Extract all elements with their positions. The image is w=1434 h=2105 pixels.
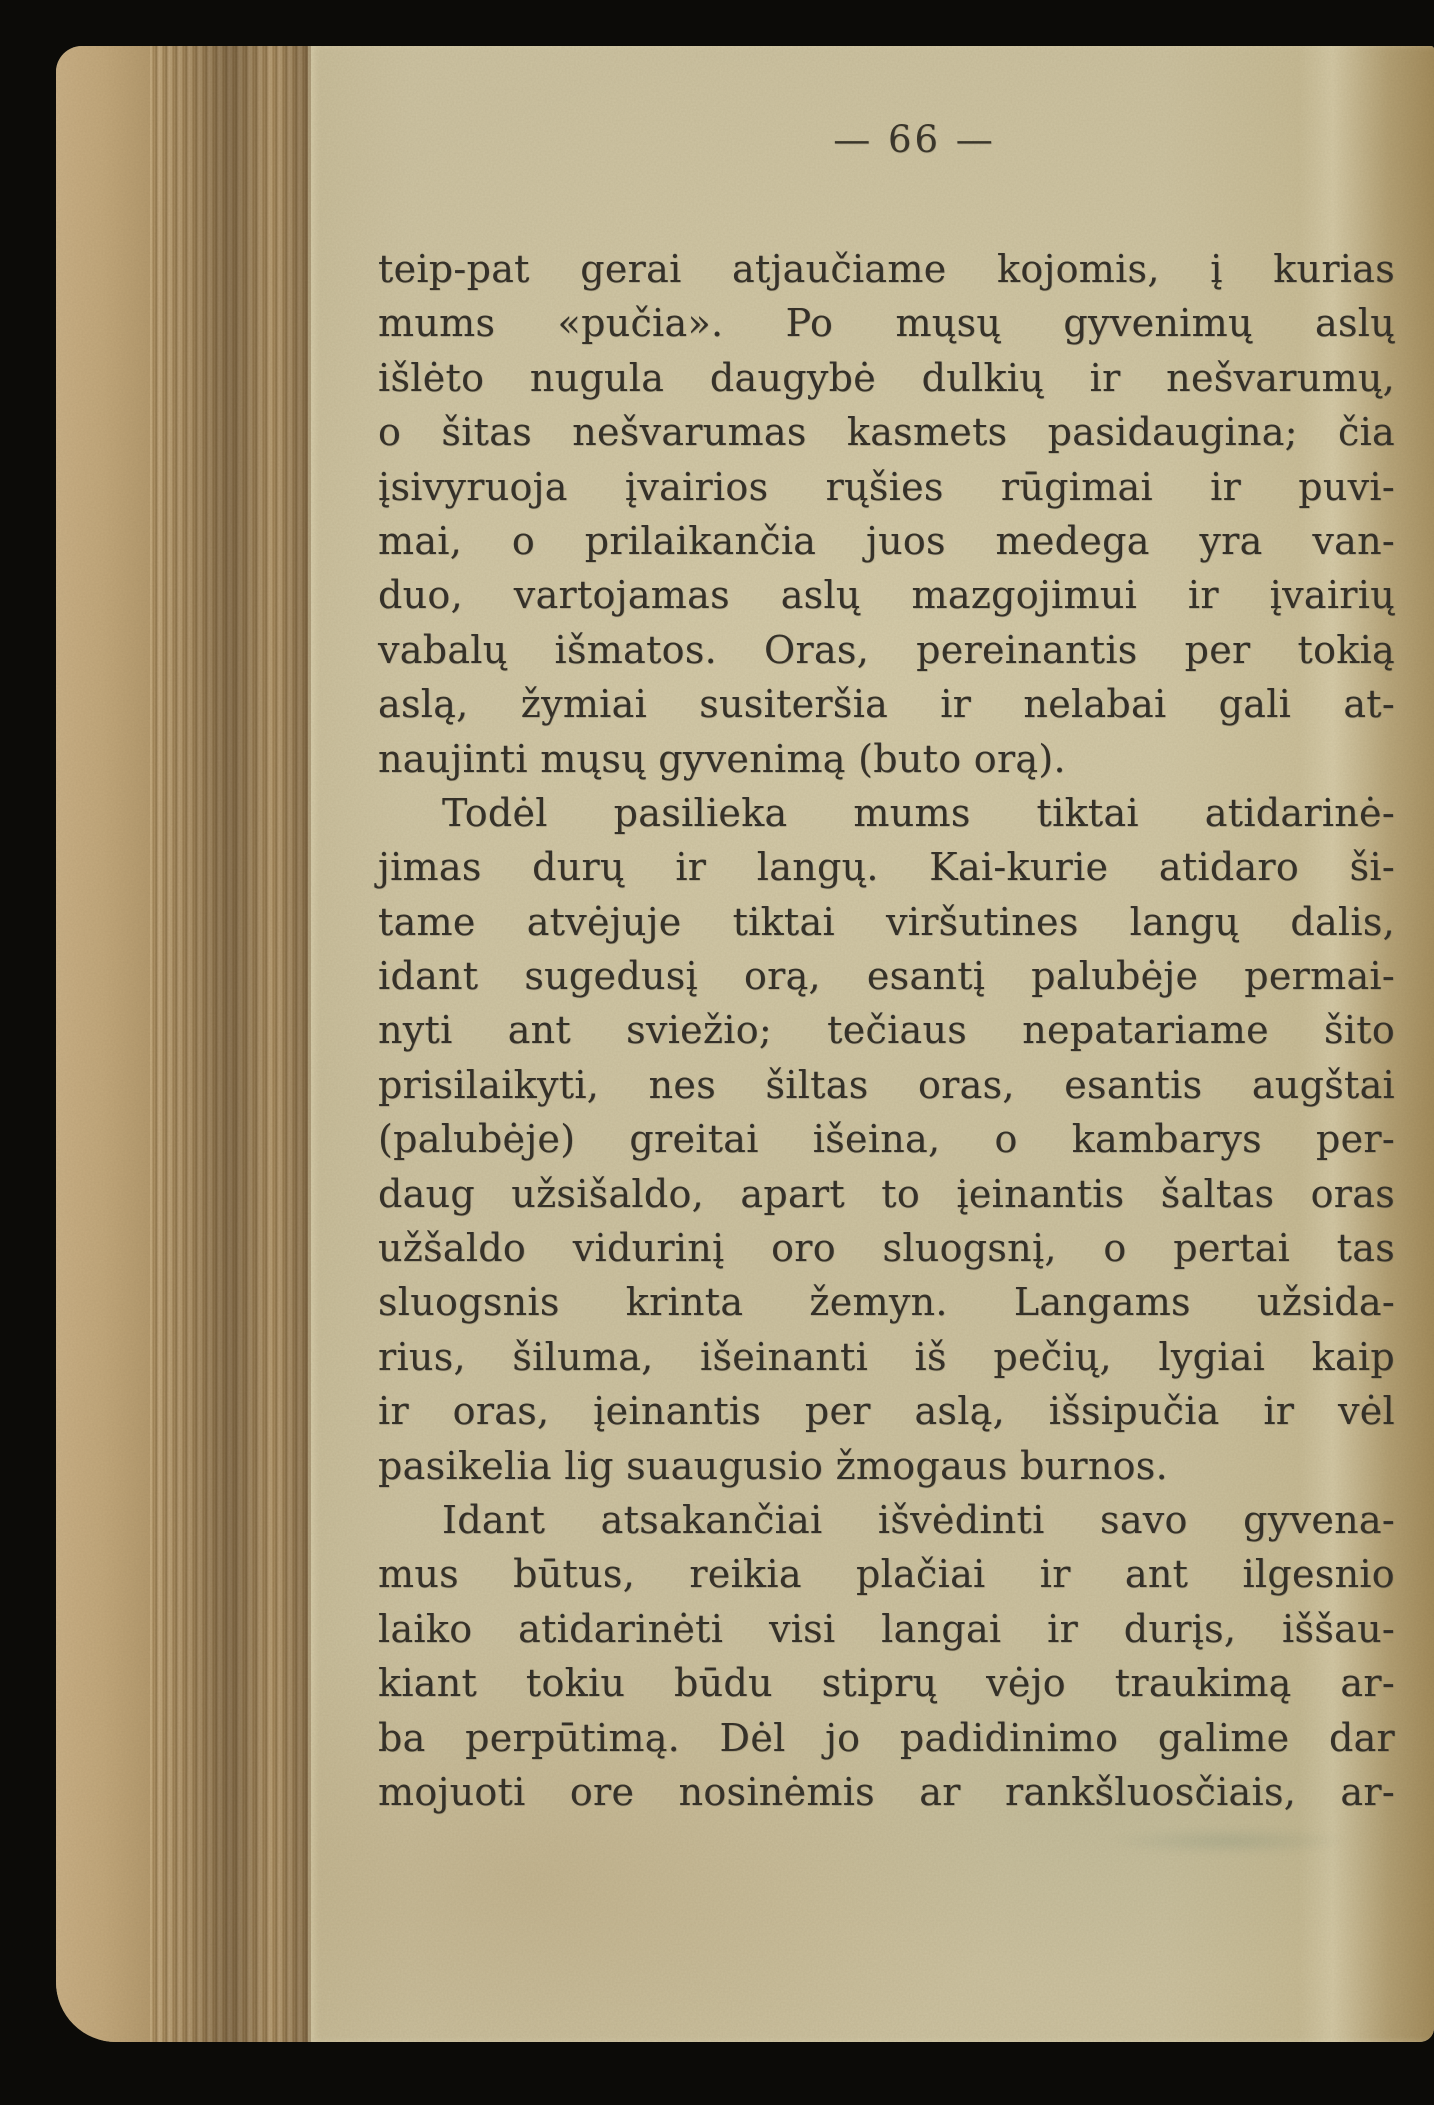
ink-show-through: [1064, 1816, 1394, 1866]
book-cover-edge: [56, 46, 150, 2042]
text-line: aslą, žymiai susiteršia ir nelabai gali at-: [378, 682, 1395, 727]
text-line: kiant tokiu būdu stiprų vėjo traukimą ar-: [378, 1661, 1395, 1706]
text-line: išlėto nugula daugybė dulkių ir nešvarumų,: [378, 355, 1395, 400]
text-line: Todėl pasilieka mums tiktai atidarinė-: [442, 790, 1395, 835]
text-line: mojuoti ore nosinėmis ar rankšluosčiais, ar-: [378, 1769, 1395, 1814]
text-line: (palubėje) greitai išeina, o kambarys per-: [378, 1117, 1395, 1162]
text-line: ba perpūtimą. Dėl jo padidinimo galime dar: [378, 1715, 1395, 1760]
text-line: įsivyruoja įvairios rųšies rūgimai ir puvi-: [378, 464, 1395, 509]
text-line: sluogsnis krinta žemyn. Langams užsida-: [378, 1280, 1395, 1325]
text-line: tame atvėjuje tiktai viršutines langų dalis,: [378, 899, 1395, 944]
text-line: pasikelia lig suaugusio žmogaus burnos.: [378, 1443, 1168, 1488]
text-line: mums «pučia». Po mųsų gyvenimų aslų: [378, 301, 1395, 346]
text-line: duo, vartojamas aslų mazgojimui ir įvairių: [378, 573, 1395, 618]
text-line: daug užsišaldo, apart to įeinantis šaltas oras: [378, 1171, 1395, 1216]
text-line: idant sugedusį orą, esantį palubėje permai-: [378, 954, 1395, 999]
text-line: Idant atsakančiai išvėdinti savo gyvena-: [442, 1497, 1395, 1542]
fore-edge-pages: [150, 46, 308, 2042]
text-line: mus būtus, reikia plačiai ir ant ilgesnio: [378, 1552, 1395, 1597]
text-line: vabalų išmatos. Oras, pereinantis per tokią: [378, 627, 1395, 672]
text-line: rius, šiluma, išeinanti iš pečių, lygiai kaip: [378, 1334, 1395, 1379]
text-line: prisilaikyti, nes šiltas oras, esantis augštai: [378, 1062, 1395, 1107]
page-number: — 66 —: [833, 118, 996, 161]
book-page: [56, 46, 1434, 2042]
text-line: nyti ant sviežio; tečiaus nepatariame šito: [378, 1008, 1395, 1053]
text-line: mai, o prilaikančia juos medega yra van-: [378, 518, 1395, 563]
text-line: jimas durų ir langų. Kai-kurie atidaro ši-: [378, 845, 1395, 890]
page-surface: [308, 46, 1434, 2042]
text-line: užšaldo vidurinį oro sluogsnį, o pertai tas: [378, 1226, 1395, 1271]
text-line: naujinti mųsų gyvenimą (buto orą).: [378, 736, 1066, 781]
text-line: laiko atidarinėti visi langai ir durįs, iššau-: [378, 1606, 1395, 1651]
text-column: [378, 242, 1395, 1819]
text-line: ir oras, įeinantis per aslą, išsipučia ir vėl: [378, 1389, 1395, 1434]
text-line: teip-pat gerai atjaučiame kojomis, į kurias: [378, 247, 1395, 291]
text-line: o šitas nešvarumas kasmets pasidaugina; čia: [378, 410, 1395, 455]
